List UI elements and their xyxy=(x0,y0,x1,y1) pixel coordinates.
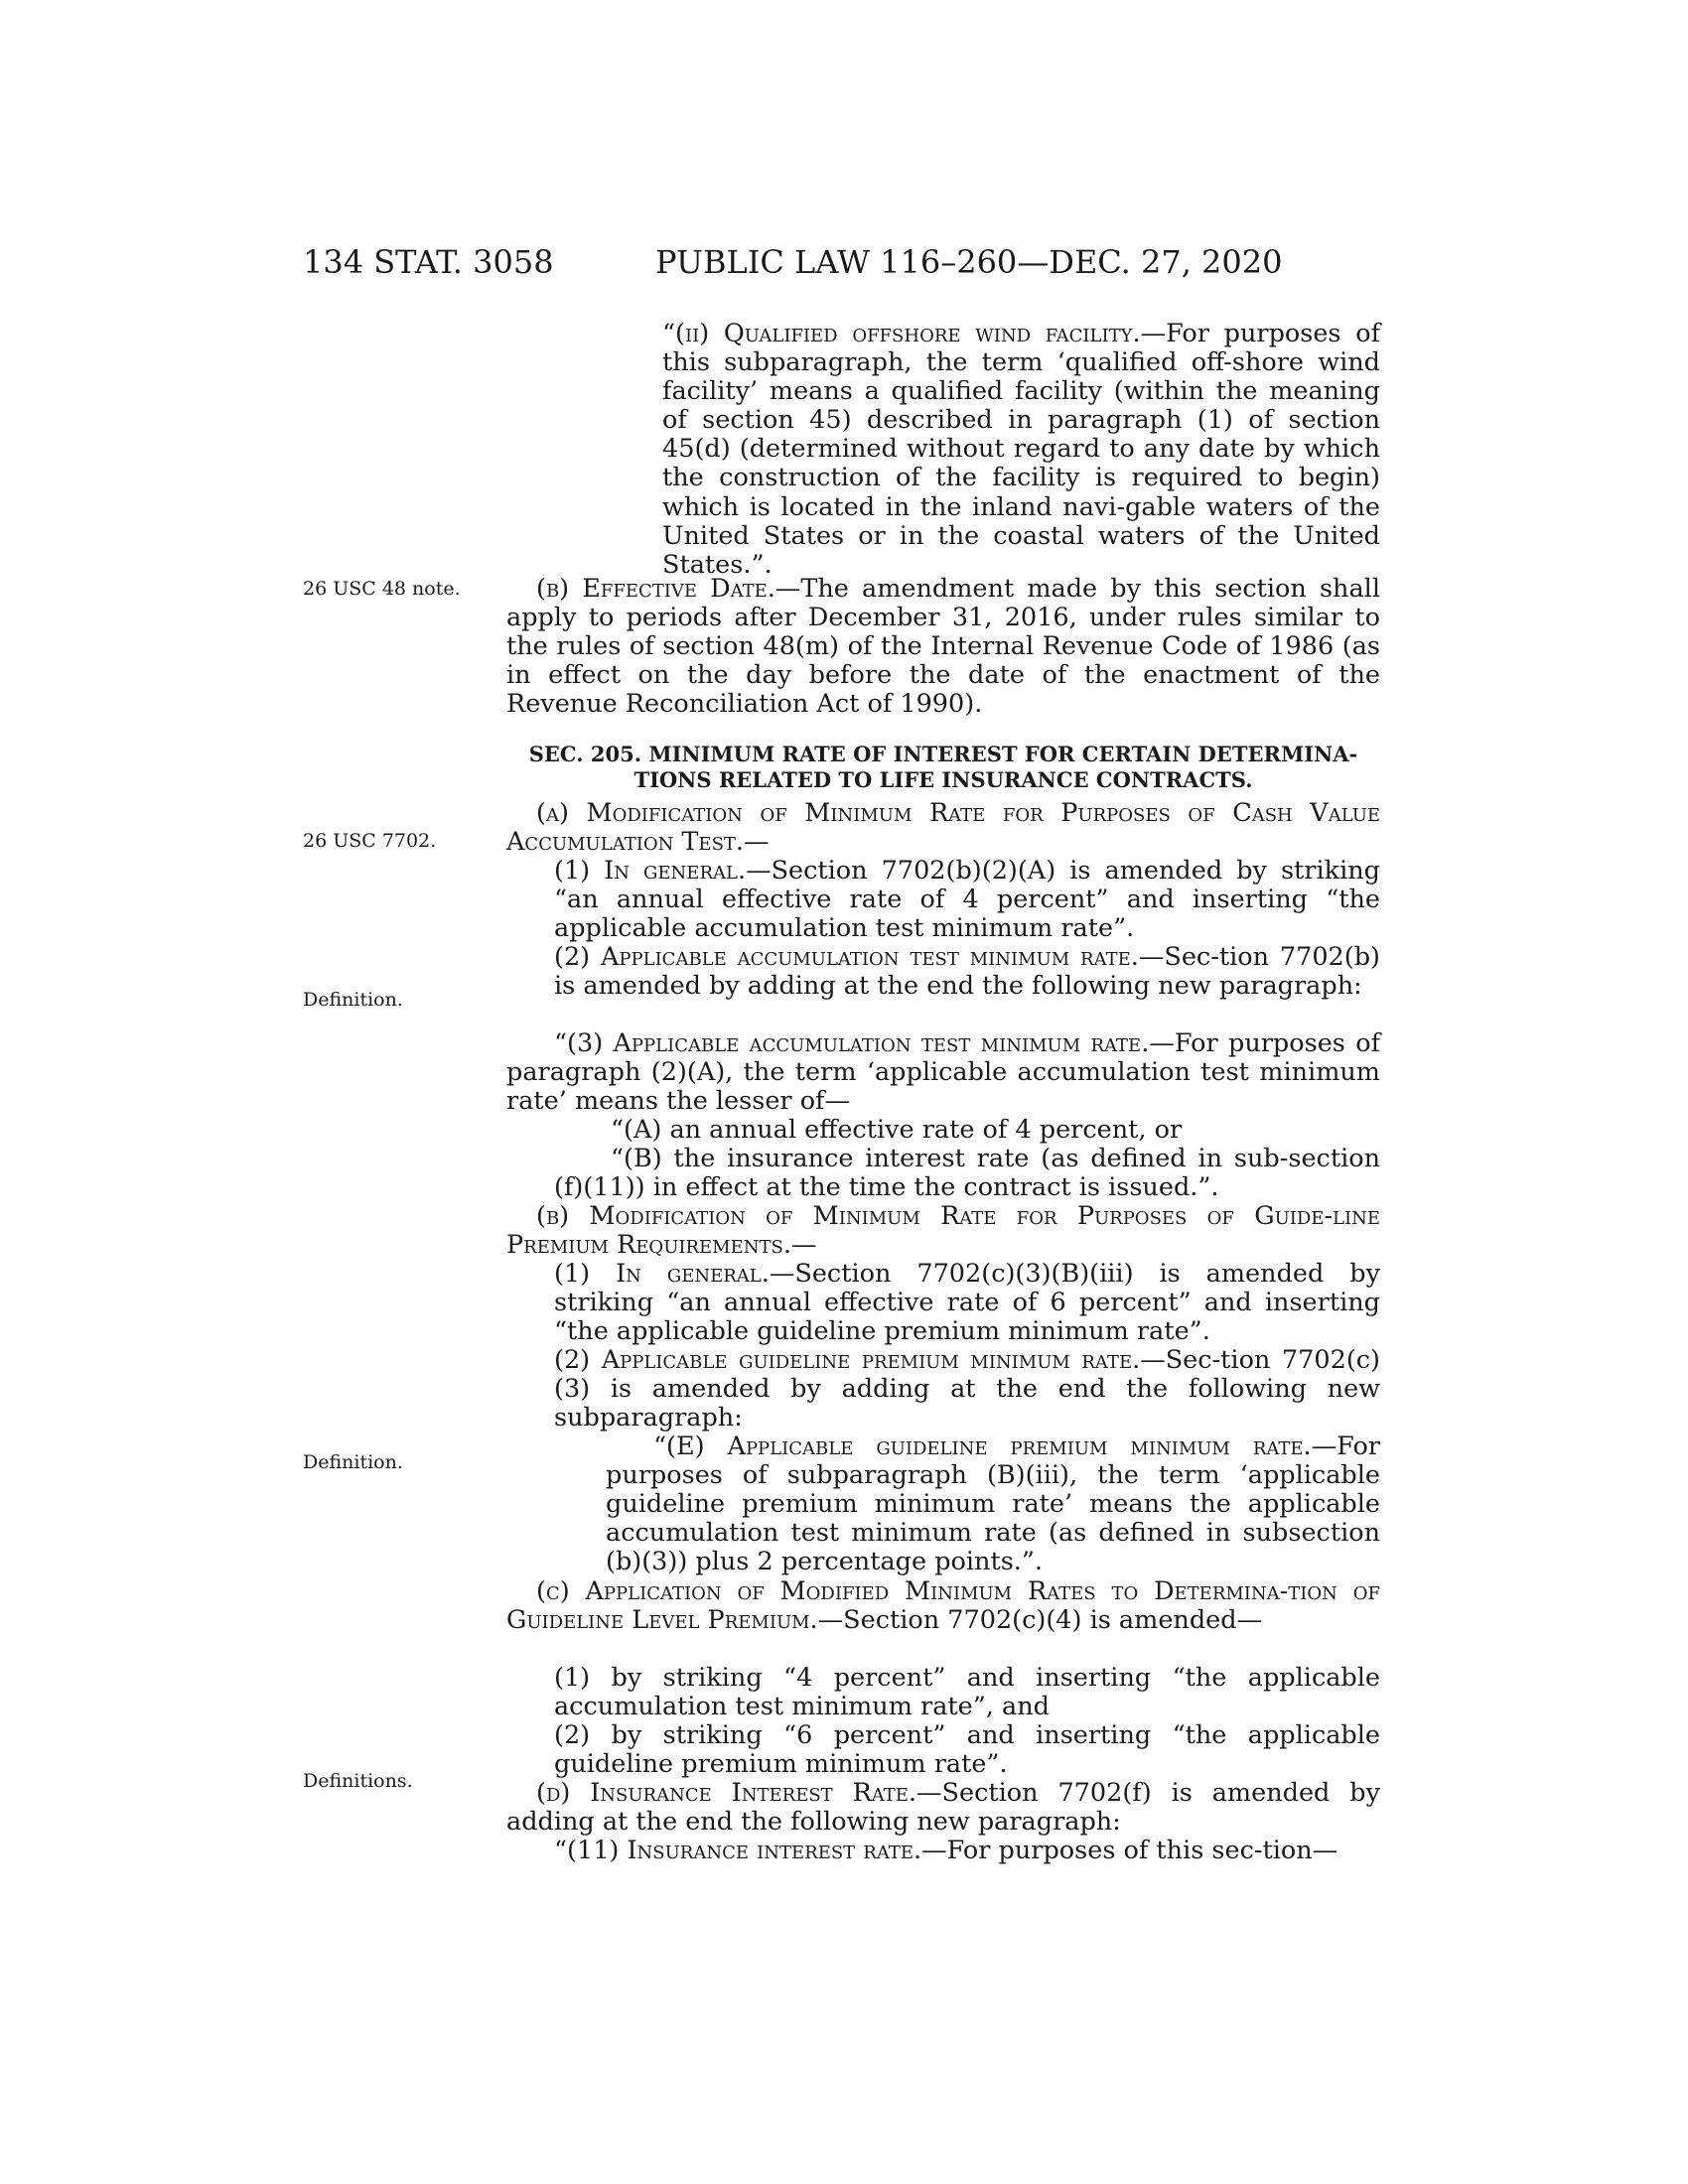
paragraph-definition-guideline-rate: “(E) Applicable guideline premium minimum rate.—For purposes of subparagraph (B)(iii), the term ‘applicable guideline premium minimum rate’ means the applicable accumulation test minimum rate (as defined in subsection (b)(3)) plus 2 percentage points.”. xyxy=(606,1432,1380,1577)
margin-note-definitions: Definitions. xyxy=(303,1770,413,1792)
paragraph-modification-guideline: (b) Modification of Minimum Rate for Purposes of Guide-line Premium Requirements.— xyxy=(506,1201,1380,1261)
paragraph-applicable-accumulation-rate: (2) Applicable accumulation test minimum rate.—Sec-tion 7702(b) is amended by adding at the end the following new paragraph: xyxy=(554,942,1380,1002)
paragraph-in-general-guideline: (1) In general.—Section 7702(c)(3)(B)(iii) is amended by striking “an annual effective rate of 6 percent” and inserting “the applicable guideline premium minimum rate”. xyxy=(554,1259,1380,1347)
paragraph-insurance-interest-rate-definition: “(11) Insurance interest rate.—For purposes of this sec-tion— xyxy=(554,1836,1338,1865)
paragraph-striking-4-percent: (1) by striking “4 percent” and inserting “the applicable accumulation test minimum rate”, and xyxy=(554,1663,1380,1722)
paragraph-heading: (a) Modification of Minimum Rate for Purposes of Cash Value Accumulation Test. xyxy=(506,798,1380,858)
paragraph-heading: (c) Application of Modified Minimum Rates to Determina-tion of Guideline Level Premium. xyxy=(506,1576,1380,1636)
paragraph-modification-cash-value: (a) Modification of Minimum Rate for Purposes of Cash Value Accumulation Test.— xyxy=(506,798,1380,858)
paragraph-subitem-a: “(A) an annual effective rate of 4 percent, or xyxy=(611,1115,1183,1145)
paragraph-effective-date: (b) Effective Date.—The amendment made by this section shall apply to periods after December 31, 2016, under rules similar to the rules of section 48(m) of the Internal Revenue Code of 1986 (as in effect on the day before the date of the enactment of the Revenue Reconciliation Act of 1990). xyxy=(506,574,1380,720)
section-heading: SEC. 205. MINIMUM RATE OF INTEREST FOR CERTAIN DETERMINA-TIONS RELATED TO LIFE INSURANCE CONTRACTS. xyxy=(528,742,1358,792)
margin-note-26-usc-7702: 26 USC 7702. xyxy=(303,830,437,852)
margin-note-definition: Definition. xyxy=(303,989,403,1011)
paragraph-heading: (b) Effective Date. xyxy=(536,574,775,604)
paragraph-heading: (2) Applicable guideline premium minimum rate. xyxy=(554,1345,1141,1375)
paragraph-heading: (1) In general. xyxy=(554,856,747,886)
paragraph-definition-accumulation-rate: “(3) Applicable accumulation test minimum rate.—For purposes of paragraph (2)(A), the term ‘applicable accumulation test minimum rate’ means the lesser of— xyxy=(506,1028,1381,1117)
paragraph-heading: (1) In general. xyxy=(554,1259,770,1289)
paragraph-guideline-level-premium: (c) Application of Modified Minimum Rates to Determina-tion of Guideline Level Premium.—Section 7702(c)(4) is amended— xyxy=(506,1576,1380,1636)
page-stat-number: 134 STAT. 3058 xyxy=(303,243,554,281)
paragraph-striking-6-percent: (2) by striking “6 percent” and inserting “the applicable guideline premium minimum rate”. xyxy=(554,1720,1380,1780)
page-header-title: PUBLIC LAW 116–260—DEC. 27, 2020 xyxy=(655,243,1283,281)
paragraph-heading: (2) Applicable accumulation test minimum rate. xyxy=(554,942,1139,972)
paragraph-heading: (b) Modification of Minimum Rate for Purposes of Guide-line Premium Requirements. xyxy=(506,1201,1380,1261)
paragraph-heading: (d) Insurance Interest Rate. xyxy=(536,1778,917,1808)
paragraph-heading: “(E) Applicable guideline premium minimum rate. xyxy=(653,1432,1312,1461)
paragraph-subitem-b: “(B) the insurance interest rate (as defined in sub-section (f)(11)) in effect at the time the contract is issued.”. xyxy=(554,1144,1380,1203)
paragraph-qualified-offshore-wind-facility: “(ii) Qualified offshore wind facility.—For purposes of this subparagraph, the term ‘qualified off-shore wind facility’ means a qualified facility (within the meaning of section 45) described in paragraph (1) of section 45(d) (determined without regard to any date by which the construction of the facility is required to begin) which is located in the inland navi-gable waters of the United States or in the coastal waters of the United States.”. xyxy=(662,319,1381,580)
paragraph-insurance-interest-rate: (d) Insurance Interest Rate.—Section 7702(f) is amended by adding at the end the following new paragraph: xyxy=(506,1778,1380,1838)
paragraph-heading: “(ii) Qualified offshore wind facility. xyxy=(662,319,1141,348)
margin-note-definition: Definition. xyxy=(303,1451,403,1473)
paragraph-applicable-guideline-rate: (2) Applicable guideline premium minimum rate.—Sec-tion 7702(c)(3) is amended by adding at the end the following new subparagraph: xyxy=(554,1345,1380,1433)
paragraph-heading: “(11) Insurance interest rate. xyxy=(554,1836,922,1865)
margin-note-26-usc-48: 26 USC 48 note. xyxy=(303,578,461,600)
paragraph-heading: “(3) Applicable accumulation test minimum rate. xyxy=(554,1028,1150,1058)
paragraph-in-general: (1) In general.—Section 7702(b)(2)(A) is amended by striking “an annual effective rate of 4 percent” and inserting “the applicable accumulation test minimum rate”. xyxy=(554,856,1380,944)
